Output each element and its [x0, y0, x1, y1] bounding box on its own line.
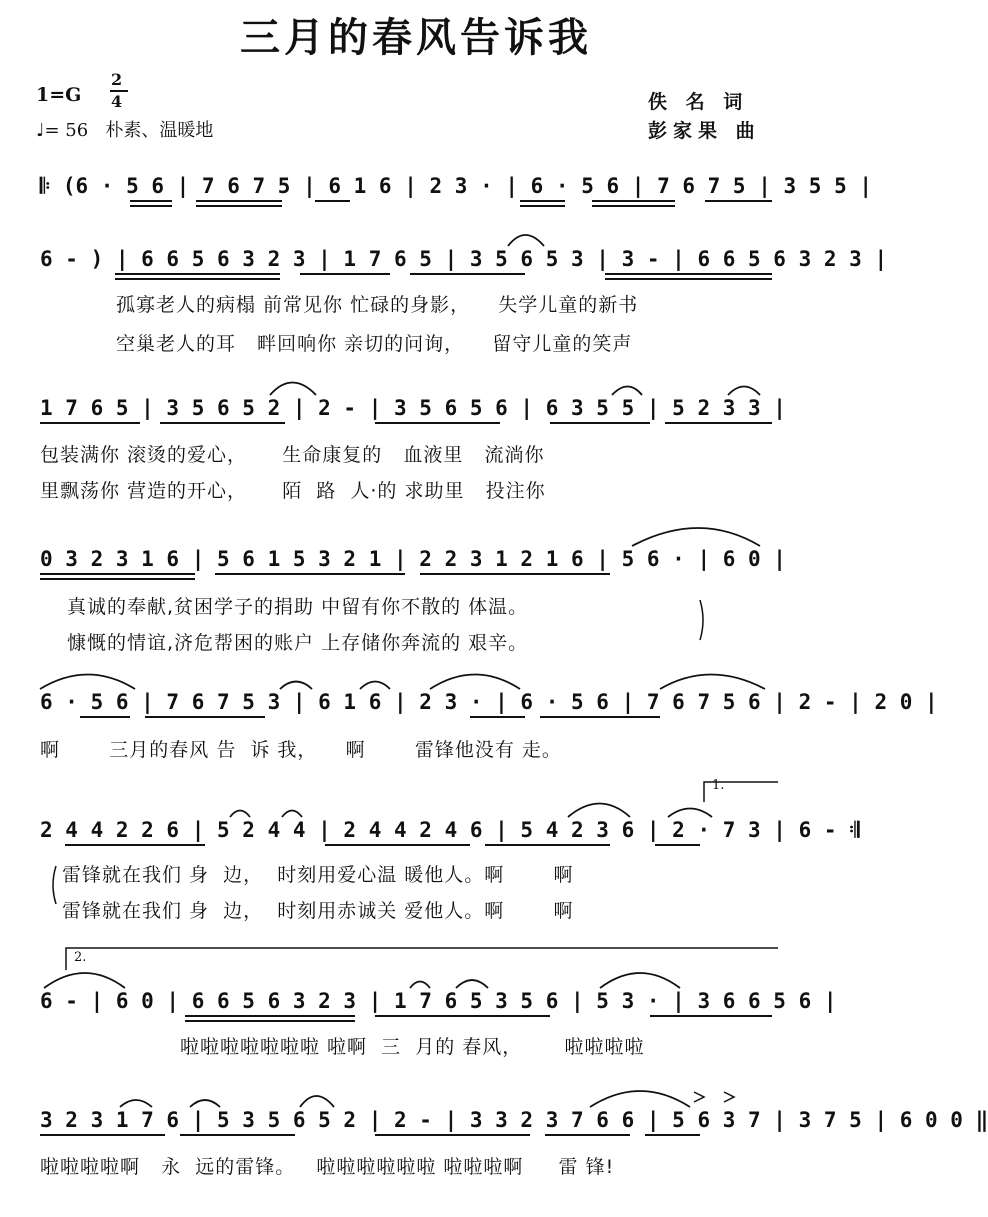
- lyric-line: 啦啦啦啦啊 永 远的雷锋。 啦啦啦啦啦啦 啦啦啦啊 雷 锋!: [40, 1156, 615, 1178]
- notation-line: 3 2 3 1 7 6 | 5 3 5 6 5 2 | 2 - | 3 3 2 3 7 6 6 | 5 6 3 7 | 3 7 5 | 6 0 0 ‖: [40, 1108, 988, 1132]
- lyric-verse-2: 里飘荡你 营造的开心， 陌 路 人·的 求助里 投注你: [40, 480, 546, 502]
- key-signature: 1=G: [36, 84, 82, 106]
- slur-marks: [40, 235, 765, 1107]
- lyric-line: 啊 三月的春风 告 诉 我， 啊 雷锋他没有 走。: [40, 739, 562, 761]
- time-signature-top: 2: [111, 70, 123, 89]
- accent-marks: [694, 1092, 734, 1102]
- notation-line: 6 - | 6 0 | 6 6 5 6 3 2 3 | 1 7 6 5 3 5 6 | 5 3 · | 3 6 6 5 6 |: [40, 989, 837, 1013]
- lyric-verse-1: 孤寡老人的病榻 前常见你 忙碌的身影， 失学儿童的新书: [116, 294, 639, 316]
- lyric-verse-2: 空巢老人的耳 畔回响你 亲切的问询， 留守儿童的笑声: [116, 333, 633, 355]
- lyricist-credit: 佚 名 词: [648, 91, 749, 113]
- volta-2-label: 2.: [74, 950, 87, 965]
- notation-line: 1 7 6 5 | 3 5 6 5 2 | 2 - | 3 5 6 5 6 | 6 3 5 5 | 5 2 3 3 |: [40, 396, 786, 420]
- score-system-1: [40, 173, 873, 199]
- notation-line: 2 4 4 2 2 6 | 5 2 4 4 | 2 4 4 2 4 6 | 5 4 2 3 6 | 2 · 7 3 | 6 - 𝄇: [40, 817, 860, 842]
- lyric-verse-1: 真诚的奉献,贫困学子的捐助 中留有你不散的 体温。: [67, 596, 529, 618]
- lyric-verse-2: 雷锋就在我们 身 边， 时刻用赤诚关 爱他人。啊 啊: [62, 900, 574, 922]
- score-system-3: [40, 395, 785, 421]
- score-system-4: [40, 546, 785, 572]
- score-system-6: [40, 817, 860, 843]
- score-system-7: [40, 988, 837, 1014]
- lyric-verse-1: 雷锋就在我们 身 边， 时刻用爱心温 暖他人。啊 啊: [62, 864, 574, 886]
- score-system-8: [40, 1107, 988, 1133]
- notation-line: 6 · 5 6 | 7 6 7 5 3 | 6 1 6 | 2 3 · | 6 · 5 6 | 7 6 7 5 6 | 2 - | 2 0 |: [40, 690, 938, 714]
- notation-line: 6 - ) | 6 6 5 6 3 2 3 | 1 7 6 5 | 3 5 6 5 3 | 3 - | 6 6 5 6 3 2 3 |: [40, 247, 888, 271]
- composer-credit: 彭家果 曲: [648, 120, 761, 142]
- score-system-2: [40, 246, 888, 272]
- score-system-5: [40, 689, 938, 715]
- notation-line: 0 3 2 3 1 6 | 5 6 1 5 3 2 1 | 2 2 3 1 2 1 6 | 5 6 · | 6 0 |: [40, 547, 786, 571]
- notation-line: 𝄆 (6 · 5 6 | 7 6 7 5 | 6 1 6 | 2 3 · | 6 · 5 6 | 7 6 7 5 | 3 5 5 |: [40, 173, 873, 198]
- lyric-verse-1: 包装满你 滚烫的爱心， 生命康复的 血液里 流淌你: [40, 444, 545, 466]
- tempo-marking: ♩= 56 朴素、温暖地: [36, 120, 214, 141]
- lyric-line: 啦啦啦啦啦啦啦 啦啊 三 月的 春风， 啦啦啦啦: [180, 1036, 645, 1058]
- time-signature-bottom: 4: [111, 92, 123, 111]
- volta-1-label: 1.: [712, 778, 725, 793]
- song-title: 三月的春风告诉我: [240, 15, 592, 61]
- lyric-verse-2: 慷慨的情谊,济危帮困的账户 上存储你奔流的 艰辛。: [67, 632, 529, 654]
